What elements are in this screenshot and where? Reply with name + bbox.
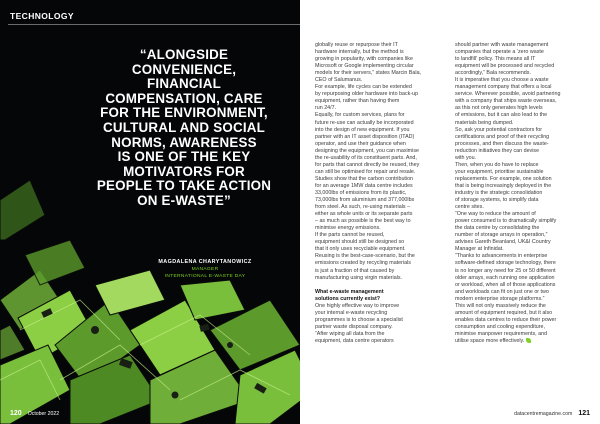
body-line: reduction initiatives they can devise (455, 147, 540, 154)
body-line: can still be optimised for repair and resale. (315, 168, 416, 175)
quote-attribution (100, 259, 300, 281)
body-line: software-defined storage technology, there (455, 260, 556, 267)
body-line: and workloads can fit on just one or two (455, 288, 549, 295)
body-line: partner waste disposal company. (315, 323, 393, 330)
body-line: your equipment, prioritise sustainable (455, 168, 544, 175)
body-line: Equally, for custom services, plans for (315, 112, 405, 119)
body-line: Manager at Infinidat. (455, 246, 504, 253)
body-line: either as whole units or its separate parts (315, 211, 413, 218)
body-line: amount of equipment required, but it also (455, 309, 553, 316)
body-line: 33,000lbs of emissions from its plastic, (315, 189, 407, 196)
section-divider (8, 24, 300, 25)
body-line: the data centre by consolidating the (455, 225, 540, 232)
pull-quote-line: COMPENSATION, CARE (105, 90, 263, 106)
body-line: is no longer any need for 25 or 50 different (455, 267, 556, 274)
body-line: hardware internally, but the method is (315, 49, 404, 56)
pull-quote-line: “ALONGSIDE (139, 47, 229, 62)
body-line: with a company that ships waste overseas, (455, 98, 557, 105)
body-line: accordingly,” Bala recommends. (455, 70, 531, 77)
body-line: the re-usability of its constituent parts. And, (315, 154, 417, 161)
body-line: certifications and proof of their recycling (455, 133, 550, 140)
pull-quote-line: CONVENIENCE, (131, 61, 237, 77)
body-line: “After wiping all data from the (315, 330, 385, 337)
body-line: equipment, data centre operators (315, 337, 394, 344)
body-line: It is imperative that you choose a waste (455, 77, 549, 84)
body-line (315, 282, 445, 289)
body-line: of storage systems, to simplify data (455, 197, 539, 204)
article-column-1 (315, 42, 445, 345)
body-line: If the parts cannot be reused, (315, 232, 385, 239)
body-line: advises Gareth Beanland, UK&I Country (455, 239, 551, 246)
left-page-number: 120 (10, 410, 22, 417)
body-line: For example, life cycles can be extended (315, 84, 412, 91)
body-line: that it only uses recyclable equipment. (315, 246, 406, 253)
right-page (300, 0, 600, 424)
body-line: partner with an IT asset disposition (ITAD) (315, 133, 415, 140)
body-line: for parts that cannot directly be reused, they (315, 161, 420, 168)
pull-quote-line: IS ONE OF THE KEY (117, 149, 251, 165)
body-line: into the design of new equipment. If you (315, 126, 410, 133)
pull-quote-line: PEOPLE TO TAKE ACTION (96, 178, 272, 194)
attribution-role: MANAGER (191, 267, 219, 273)
pull-quote-line: FINANCIAL (147, 76, 221, 92)
body-line: with you. (455, 154, 477, 161)
leaf-end-mark-icon (526, 338, 531, 343)
body-line: materials being dumped. (455, 119, 514, 126)
body-line: manufacturing using virgin materials. (315, 274, 403, 281)
pull-quote-line: FOR THE ENVIRONMENT, (100, 105, 268, 121)
pull-quote-line: NORMS, AWARENESS (111, 134, 257, 150)
body-line: One highly effective way to improve (315, 302, 400, 309)
body-line: “One way to reduce the amount of (455, 211, 536, 218)
section-tag: TECHNOLOGY (10, 11, 74, 21)
right-page-footer (514, 410, 590, 417)
body-line: equipment should still be designed so (315, 239, 405, 246)
body-line: Reusing is the best-case-scenario, but the (315, 253, 415, 260)
body-line: of emissions, but it can also lead to the (455, 112, 548, 119)
body-line: designing the equipment, you can maximise (315, 147, 419, 154)
body-line: to landfill’ policy. This means all IT (455, 56, 536, 63)
body-line: emissions created by recycling materials (315, 260, 411, 267)
body-line: replacements. For example, one solution (455, 175, 552, 182)
body-line: as this not only generates high levels (455, 105, 543, 112)
body-line: This will not only massively reduce the (455, 302, 546, 309)
body-line-last (455, 338, 585, 345)
subheading-line: solutions currently exist? (315, 295, 381, 302)
attribution-name: MAGDALENA CHARYTANOWICZ (158, 259, 252, 265)
body-line: models for their servers,” states Marcin Bala, (315, 70, 422, 77)
right-page-number: 121 (578, 410, 590, 417)
body-line: – as much as possible is the best way to (315, 218, 411, 225)
body-line: Microsoft or Google implementing circular (315, 63, 414, 70)
body-line: 73,000lbs from aluminium and 377,000lbs (315, 197, 415, 204)
body-line: from steel. As such, re-using materials – (315, 204, 411, 211)
issue-date: October 2022 (27, 411, 60, 417)
body-line: should partner with waste management (455, 42, 549, 48)
body-line: or workload, when all of those applications (455, 281, 556, 288)
body-line: centre sites. (455, 204, 484, 211)
body-line: power consumed is to dramatically simplify (455, 218, 557, 225)
body-line: operator, and use their guidance when (315, 140, 406, 147)
body-line: future re-use can actually be incorporated (315, 119, 414, 126)
body-line: globally reuse or repurpose their IT (315, 42, 398, 48)
body-line: that is being increasingly deployed in the (455, 182, 552, 189)
body-line: minimise energy emissions. (315, 225, 381, 232)
body-line: growing in popularity, with companies like (315, 56, 413, 63)
body-line: Studies show that the carbon contribution (315, 175, 414, 182)
website-url: datacentremagazine.com (514, 411, 573, 417)
body-line: minimise manpower requirements, and (455, 330, 548, 337)
body-line: equipment, rather than having them (315, 98, 400, 105)
pull-quote (58, 48, 300, 209)
subheading-line: What e-waste management (315, 288, 384, 295)
body-line: run 24/7. (315, 105, 337, 112)
pull-quote-line: ON E-WASTE” (137, 192, 231, 208)
body-line: CEO of Salumanus. (315, 77, 363, 84)
body-line: utilise space more effectively. (455, 337, 525, 344)
article-column-2 (455, 42, 585, 345)
body-line: for an average 1MW data centre includes (315, 182, 413, 189)
body-line: management company that offers a local (455, 84, 552, 91)
body-line: by repurposing older hardware into back-up (315, 91, 419, 98)
body-line: number of storage arrays in operation,” (455, 232, 548, 239)
body-line: programmes is to choose a specialist (315, 316, 403, 323)
body-line: industry is the strategic consolidation (455, 189, 543, 196)
pull-quote-line: CULTURAL AND SOCIAL (103, 119, 265, 135)
attribution-organisation: INTERNATIONAL E-WASTE DAY (164, 274, 246, 280)
body-line: your internal e-waste recycling (315, 309, 388, 316)
body-line: processes, and then discuss the waste- (455, 140, 549, 147)
body-line: service. Wherever possible, avoid partnering (455, 91, 561, 98)
left-page-footer (10, 410, 59, 417)
body-line: modern enterprise storage platforms.” (455, 295, 545, 302)
body-line: companies that operate a ‘zero waste (455, 49, 544, 56)
body-line: is just a fraction of that caused by (315, 267, 395, 274)
body-line: “Thanks to advancements in enterprise (455, 253, 548, 260)
body-line: older arrays, each running one application (455, 274, 555, 281)
body-line: consumption and cooling expenditure, (455, 323, 546, 330)
body-line: enables data centres to reduce their power (455, 316, 557, 323)
body-line: Then, when you do have to replace (455, 161, 539, 168)
body-line: So, ask your potential contractors for (455, 126, 543, 133)
body-line: equipment will be processed and recycled (455, 63, 555, 70)
pull-quote-line: MOTIVATORS FOR (123, 163, 245, 179)
